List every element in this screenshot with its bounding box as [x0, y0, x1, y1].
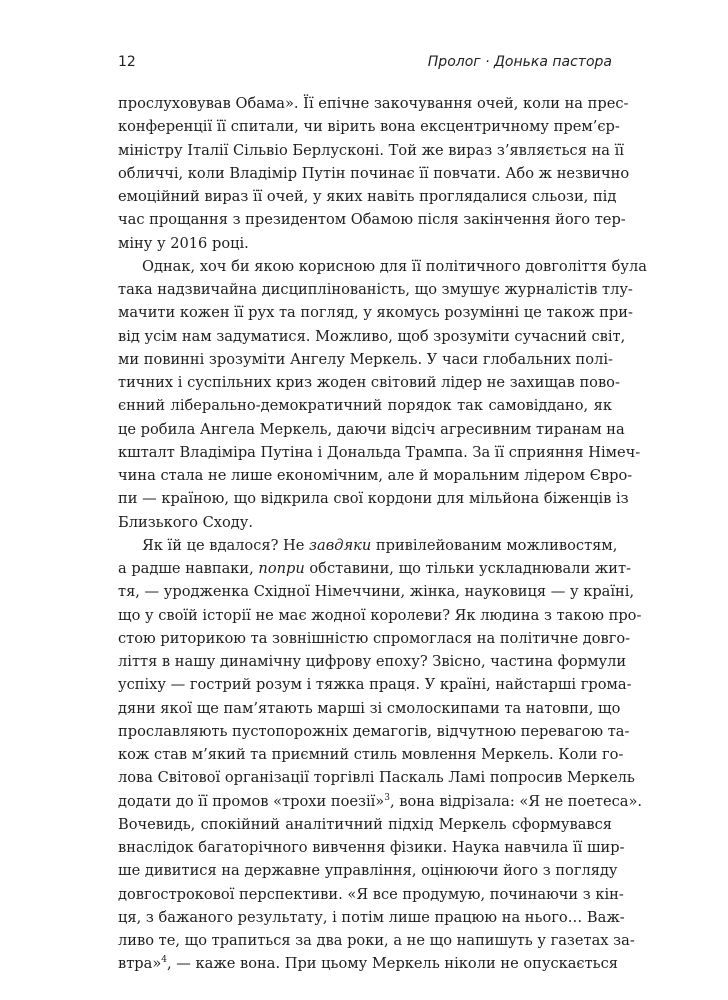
- text-line: внаслідок багаторічного вивчення фізики. Наука навчила її шир-: [118, 839, 625, 856]
- text-line: Близького Сходу.: [118, 513, 253, 531]
- paragraph: [118, 92, 630, 255]
- text-line: ми повинні зрозуміти Ангелу Меркель. У часи глобальних полі-: [118, 350, 613, 368]
- text-line: мачити кожен її рух та погляд, у якомусь розумінні це також при-: [118, 304, 633, 322]
- text-line: кшталт Владіміра Путіна і Дональда Трампа. За її сприяння Німеч-: [118, 443, 641, 461]
- text-line: від усім нам задуматися. Можливо, щоб зрозуміти сучасний світ,: [118, 327, 626, 345]
- footnote-ref: 4: [161, 955, 167, 966]
- text-line: Як їй це вдалося? Не завдяки привілейованим можливостям,: [142, 536, 618, 554]
- text-line: Однак, хоч би якою корисною для її політичного довголіття була: [142, 257, 647, 275]
- text-line: чина стала не лише економічним, але й моральним лідером Євро-: [118, 467, 633, 484]
- footnote-ref: 3: [384, 792, 390, 803]
- text-line: успіху — гострий розум і тяжка праця. У країні, найстарші грома-: [118, 676, 632, 694]
- text-line: ливо те, що трапиться за два роки, а не що напишуть у газетах за-: [118, 932, 635, 949]
- body-text: [118, 92, 647, 976]
- text-line: прослуховував Обама». Її епічне закочування очей, коли на прес-: [118, 95, 629, 112]
- text-line: ліття в нашу динамічну цифрову епоху? Звісно, частина формули: [118, 653, 627, 670]
- text-line: тя, — уродженка Східної Німеччини, жінка, науковиця — у країні,: [118, 583, 635, 601]
- text-line: прославляють пустопорожніх демагогів, відчутною перевагою та-: [118, 722, 630, 740]
- text-line: лова Світової організації торгівлі Паскаль Ламі попросив Меркель: [118, 769, 635, 787]
- text-line: додати до її промов «трохи поезії»$^3$, вона відрізала: «Я не поетеса».: [118, 792, 643, 810]
- text-line: ше дивитися на державне управління, оцінюючи його з погляду: [118, 862, 618, 880]
- text-line: обличчі, коли Владімір Путін починає її повчати. Або ж незвично: [118, 164, 630, 182]
- text-line: ця, з бажаного результату, і потім лише працюю на нього… Важ-: [118, 908, 625, 926]
- text-line: міністру Італії Сільвіо Берлусконі. Той же вираз з’являється на її: [118, 141, 624, 159]
- text-line: міну у 2016 році.: [118, 234, 249, 252]
- text-line: така надзвичайна дисциплінованість, що змушує журналістів тлу-: [118, 281, 633, 298]
- text-line: пи — країною, що відкрила свої кордони для мільйона біженців із: [118, 490, 629, 508]
- text-line: час прощання з президентом Обамою після закінчення його тер-: [118, 211, 626, 229]
- text-line: єнний ліберально-демократичний порядок так самовіддано, як: [118, 397, 612, 415]
- text-line: стою риторикою та зовнішністю спромоглася на політичне довго-: [118, 629, 631, 647]
- paragraph: [118, 534, 643, 976]
- text-line: дяни якої ще пам’ятають марші зі смолоскипами та натовпи, що: [118, 699, 621, 717]
- book-page: [118, 52, 647, 976]
- text-line: це робила Ангела Меркель, даючи відсіч агресивним тиранам на: [118, 420, 625, 438]
- text-line: емоційний вираз її очей, у яких навіть проглядалися сльози, під: [118, 188, 617, 205]
- text-line: тичних і суспільних криз жоден світовий лідер не захищав пово-: [118, 374, 620, 391]
- text-line: довгострокової перспективи. «Я все продумую, починаючи з кін-: [118, 885, 624, 903]
- text-line: кож став м’який та приємний стиль мовлення Меркель. Коли го-: [118, 746, 624, 763]
- page-header: [118, 52, 612, 72]
- text-line: що у своїй історії не має жодної королеви? Як людина з такою про-: [118, 606, 642, 624]
- paragraph: [118, 255, 647, 534]
- page-number: 12: [118, 54, 136, 70]
- text-line: Вочевидь, спокійний аналітичний підхід Меркель сформувався: [118, 815, 612, 833]
- text-line: втра»$^4$, — каже вона. При цьому Меркель ніколи не опускається: [118, 955, 619, 973]
- text-line: конференції її спитали, чи вірить вона ексцентричному прем’єр-: [118, 118, 620, 136]
- running-title: Пролог · Донька пастора: [427, 54, 612, 70]
- text-line: а радше навпаки, попри обставини, що тільки ускладнювали жит-: [118, 560, 632, 577]
